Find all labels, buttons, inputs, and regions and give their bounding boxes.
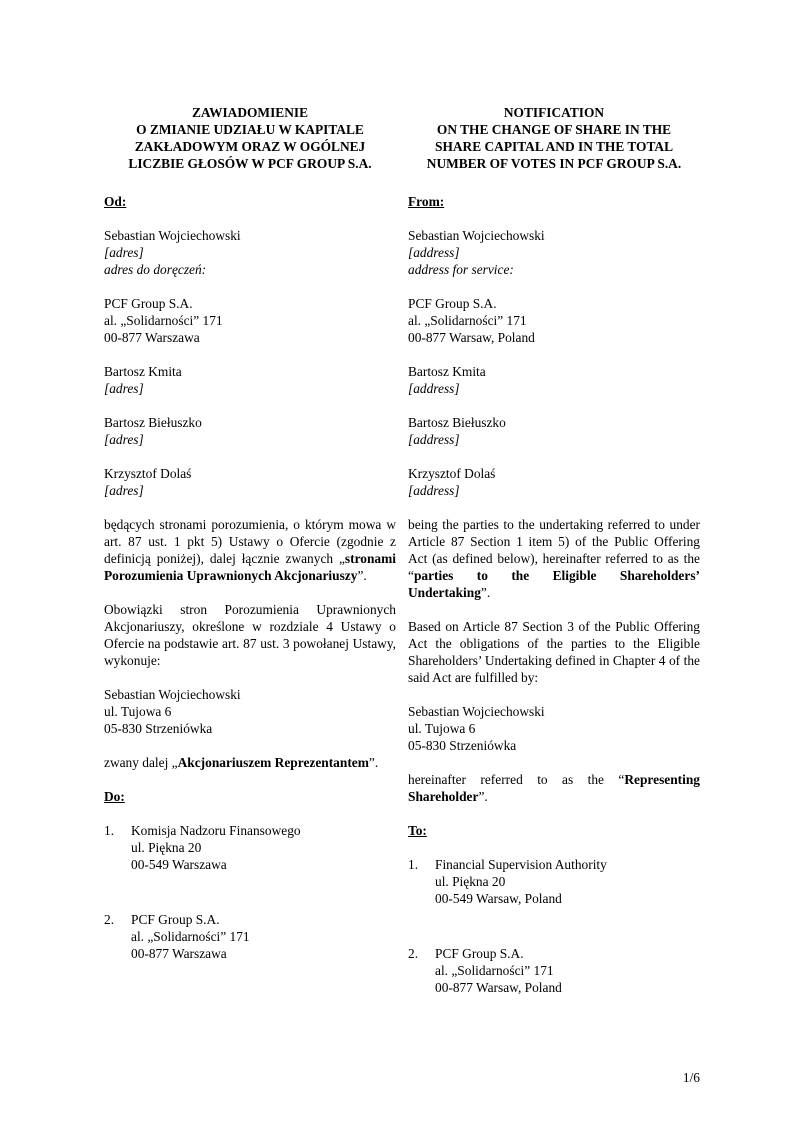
address-line: al. „Solidarności” 171 [408,313,527,328]
address-placeholder: [address] [408,432,460,447]
address-line: ul. Tujowa 6 [104,704,172,719]
recipient-line: PCF Group S.A. [131,912,220,927]
recipient-line: 00-877 Warszawa [131,946,227,961]
sender-block-bieluszko-pl [104,414,396,448]
recipient-item-2-en [408,945,700,996]
representative-address-block-en [408,703,700,754]
bold-term-representative-en: Representing Shareholder [408,772,700,804]
bold-term-parties-pl: stronami Porozumienia Uprawnionych Akcjonariuszy [104,551,396,583]
paragraph-text: ”. [368,755,379,770]
sender-name: Bartosz Biełuszko [104,415,202,430]
recipient-item-1-en [408,856,700,907]
right-column-english [408,104,700,1013]
recipient-item-1-pl [104,822,396,873]
address-line: 00-877 Warszawa [104,330,200,345]
to-heading-en-label: To: [408,823,427,838]
page-number: 1/6 [682,1070,700,1085]
address-placeholder: [adres] [104,483,144,498]
paragraph-text: ”. [480,585,491,600]
address-line: 05-830 Strzeniówka [408,738,517,753]
recipient-line: Komisja Nadzoru Finansowego [131,823,301,838]
list-number: 2. [408,946,419,961]
recipient-address [435,856,607,907]
service-address-label: adres do doręczeń: [104,262,207,277]
address-line: Sebastian Wojciechowski [104,687,241,702]
address-line: Sebastian Wojciechowski [408,704,545,719]
sender-block-dolas-pl [104,465,396,499]
address-line: 05-830 Strzeniówka [104,721,213,736]
from-heading-en [408,193,700,210]
obligations-paragraph-pl: Obowiązki stron Porozumienia Uprawnionych Akcjonariuszy, określone w rozdziale 4 Ustawy o Ofercie na podstawie art. 87 ust. 3 powołanej Ustawy, wykonuje: [104,602,396,668]
doc-title-en-line: SHARE CAPITAL AND IN THE TOTAL [435,139,673,154]
recipient-line: PCF Group S.A. [435,946,524,961]
doc-title-en-line: ON THE CHANGE OF SHARE IN THE [436,122,672,137]
paragraph-text: zwany dalej „ [104,755,178,770]
to-heading-pl [104,788,396,805]
doc-title-pl-line: ZAWIADOMIENIE [191,105,309,120]
sender-name: Krzysztof Dolaś [408,466,496,481]
service-address-label: address for service: [408,262,514,277]
parties-paragraph-pl [104,516,396,584]
sender-block-bieluszko-en [408,414,700,448]
sender-name: Bartosz Kmita [104,364,182,379]
address-placeholder: [address] [408,245,460,260]
address-placeholder: [adres] [104,245,144,260]
from-heading-pl-label: Od: [104,194,127,209]
to-heading-en [408,822,700,839]
bold-term-representative-pl: Akcjonariuszem Reprezentantem [177,755,369,770]
paragraph-text: being the parties to the undertaking referred to under Article 87 Section 1 item 5) of the Public Offering Act (as defined below), hereinafter referred to as the “ [408,517,700,583]
doc-title-pl-line: O ZMIANIE UDZIAŁU W KAPITALE [136,122,364,137]
recipient-line: ul. Piękna 20 [131,840,202,855]
doc-title-pl-line: LICZBIE GŁOSÓW W PCF GROUP S.A. [128,156,372,171]
recipient-line: 00-877 Warsaw, Poland [435,980,562,995]
recipient-line: 00-549 Warsaw, Poland [435,891,562,906]
from-heading-en-label: From: [408,194,445,209]
address-line: PCF Group S.A. [408,296,497,311]
sender-block-wojciechowski-en [408,227,700,278]
recipient-address [435,945,562,996]
address-line: 00-877 Warsaw, Poland [408,330,535,345]
recipient-line: Financial Supervision Authority [435,857,607,872]
left-column-polish [104,104,396,1013]
list-number: 1. [408,857,419,872]
doc-title-pl-line: ZAKŁADOWYM ORAZ W OGÓLNEJ [134,139,366,154]
representing-shareholder-paragraph-pl [104,754,396,771]
recipient-line: 00-549 Warszawa [131,857,227,872]
paragraph-text: ”. [357,568,367,583]
service-address-block-pl [104,295,396,346]
to-heading-pl-label: Do: [104,789,125,804]
sender-name: Bartosz Biełuszko [408,415,506,430]
representative-address-block-pl [104,686,396,737]
paragraph-text: hereinafter referred to as the “ [408,772,625,787]
doc-title-en-line: NUMBER OF VOTES IN PCF GROUP S.A. [426,156,682,171]
sender-block-wojciechowski-pl [104,227,396,278]
sender-name: Krzysztof Dolaś [104,466,192,481]
recipient-item-2-pl [104,911,396,962]
doc-title-en-line: NOTIFICATION [503,105,605,120]
representing-shareholder-paragraph-en [408,771,700,805]
address-placeholder: [address] [408,381,460,396]
obligations-paragraph-en: Based on Article 87 Section 3 of the Public Offering Act the obligations of the parties to the Eligible Shareholders’ Undertaking defined in Chapter 4 of the said Act are fulfilled by: [408,619,700,685]
address-placeholder: [adres] [104,381,144,396]
bold-term-parties-en: parties to the Eligible Shareholders’ Undertaking [408,568,700,600]
recipient-line: al. „Solidarności” 171 [131,929,250,944]
sender-block-kmita-en [408,363,700,397]
sender-block-kmita-pl [104,363,396,397]
sender-name: Sebastian Wojciechowski [408,228,545,243]
list-number: 2. [104,912,115,927]
two-column-layout [104,104,700,1013]
paragraph-text: będących stronami porozumienia, o którym mowa w art. 87 ust. 1 pkt 5) Ustawy o Ofercie (zgodnie z definicją poniżej), dalej łącznie zwanych „ [104,517,396,566]
doc-title-pl [104,104,396,172]
address-placeholder: [adres] [104,432,144,447]
sender-block-dolas-en [408,465,700,499]
from-heading-pl [104,193,396,210]
paragraph-text: ”. [478,789,488,804]
address-placeholder: [address] [408,483,460,498]
recipient-line: ul. Piękna 20 [435,874,506,889]
address-line: PCF Group S.A. [104,296,193,311]
doc-title-en [408,104,700,172]
list-number: 1. [104,823,115,838]
address-line: ul. Tujowa 6 [408,721,476,736]
sender-name: Bartosz Kmita [408,364,486,379]
recipient-line: al. „Solidarności” 171 [435,963,554,978]
recipient-address [131,911,250,962]
sender-name: Sebastian Wojciechowski [104,228,241,243]
address-line: al. „Solidarności” 171 [104,313,223,328]
recipient-address [131,822,301,873]
parties-paragraph-en [408,516,700,601]
service-address-block-en [408,295,700,346]
